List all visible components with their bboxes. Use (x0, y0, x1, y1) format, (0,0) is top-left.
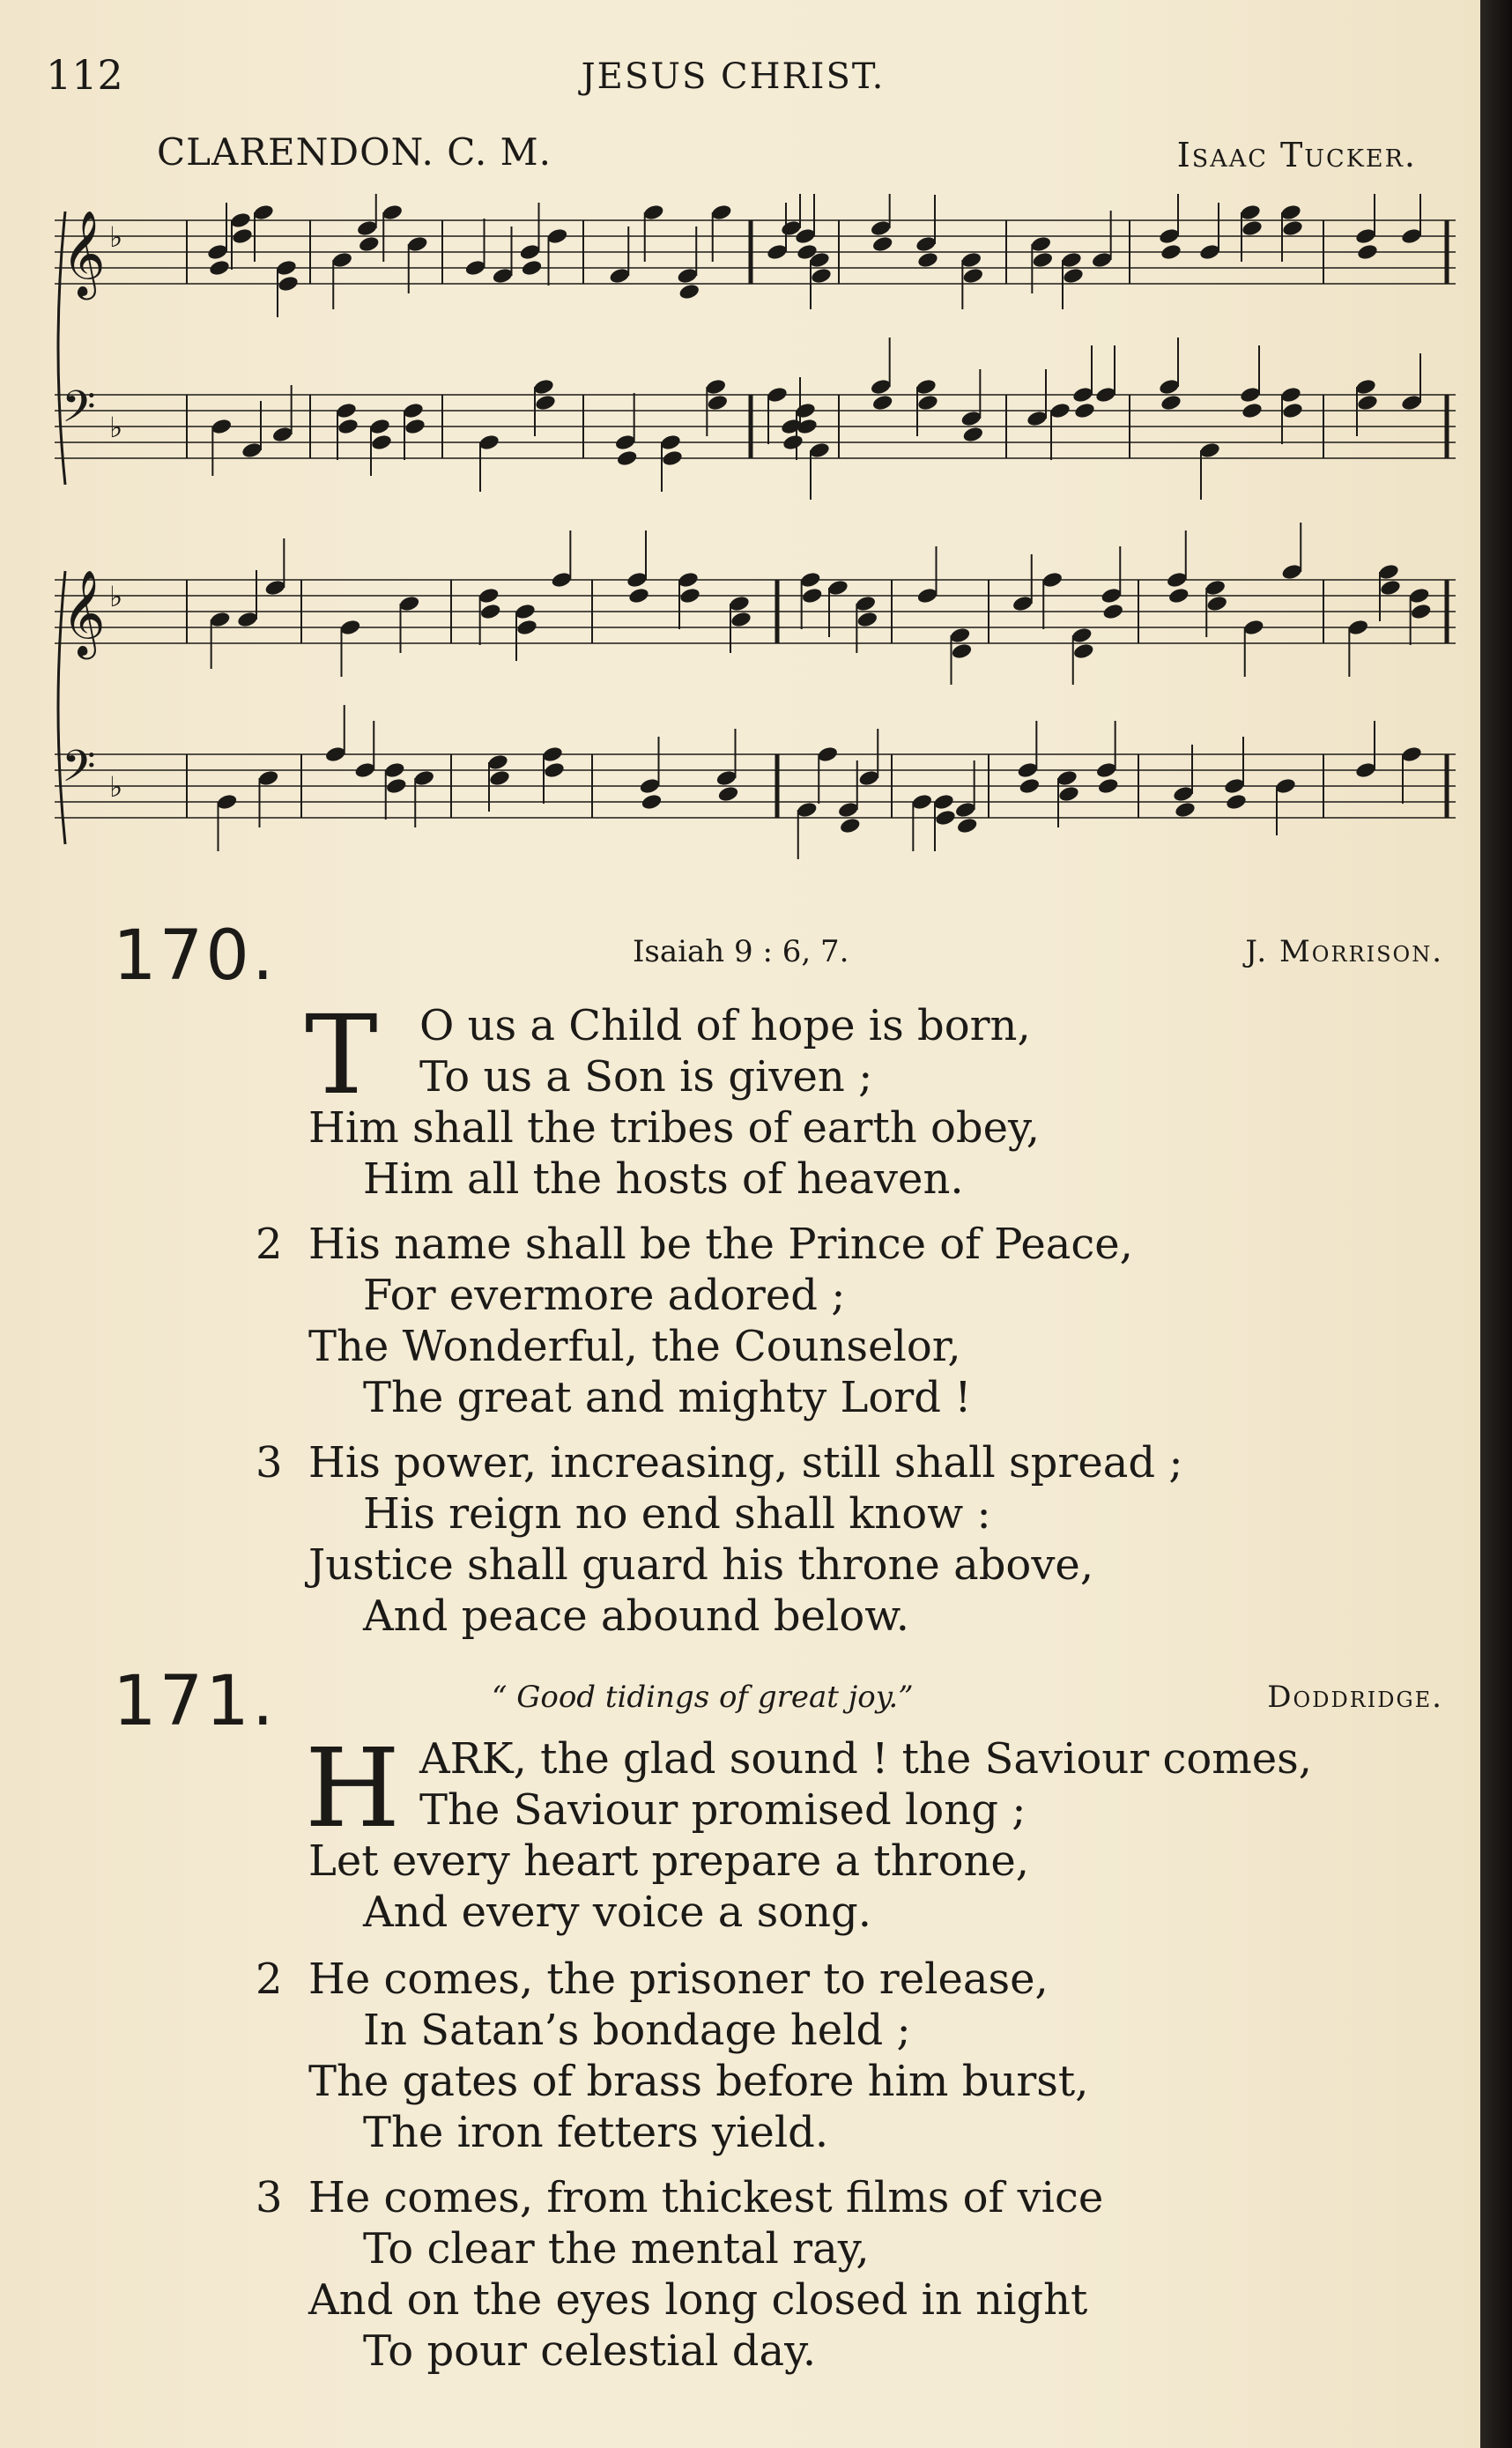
note-head (916, 394, 938, 412)
note-head (1012, 595, 1034, 613)
note-head (1091, 251, 1113, 270)
music-score (46, 194, 1464, 899)
note-head (515, 619, 537, 637)
verse-number: 2 (256, 1220, 283, 1269)
treble-clef-icon: 𝄞 (62, 569, 106, 656)
note-head (960, 410, 982, 428)
note-head (398, 595, 420, 613)
verse-line: To clear the mental ray, (363, 2224, 870, 2274)
page-number: 112 (46, 51, 123, 99)
note-head (934, 809, 956, 827)
verse-line: Him all the hosts of heaven. (363, 1154, 964, 1204)
note-head (627, 587, 649, 605)
note-head (324, 746, 346, 764)
note-head (796, 801, 818, 820)
note-head (837, 801, 859, 820)
note-head (609, 267, 631, 286)
hymn-heading (113, 916, 1443, 996)
note-head (1206, 595, 1228, 613)
note-head (521, 259, 543, 278)
note-head (1060, 251, 1082, 270)
note-head (639, 777, 661, 796)
note-head (1030, 235, 1052, 254)
note-head (915, 378, 937, 397)
note-head (1225, 793, 1247, 812)
note-head (1101, 587, 1123, 605)
note-head (1354, 378, 1376, 397)
note-head (766, 386, 788, 404)
verse-line: Let every heart prepare a throne, (308, 1836, 1030, 1886)
hymn-reference: “ Good tidings of great joy.” (492, 1680, 914, 1715)
note-head (532, 378, 554, 397)
note-head (1032, 251, 1054, 270)
note-head (1160, 243, 1182, 262)
note-head (1281, 219, 1303, 238)
verse-number: 3 (256, 1438, 283, 1487)
verse-line: His power, increasing, still shall spread ; (308, 1438, 1183, 1487)
verse-line: In Satan’s bondage held ; (363, 2006, 911, 2055)
note-head (1062, 267, 1084, 286)
note-head (1242, 619, 1264, 637)
verse-line: His name shall be the Prince of Peace, (308, 1220, 1133, 1269)
note-head (368, 418, 390, 436)
note-head (543, 761, 565, 780)
note-head (858, 769, 880, 788)
note-head (356, 219, 378, 238)
verse-line: And peace abound below. (363, 1591, 909, 1641)
note-head (626, 571, 648, 590)
note-head (1281, 563, 1303, 582)
note-head (1410, 603, 1432, 621)
note-head (406, 235, 428, 254)
note-head (801, 587, 823, 605)
note-head (1073, 402, 1095, 420)
drop-cap: T (305, 992, 378, 1119)
note-head (358, 235, 380, 254)
note-head (954, 801, 976, 820)
note-head (479, 603, 501, 621)
note-head (236, 611, 258, 629)
note-head (383, 761, 405, 780)
note-head (1019, 777, 1041, 796)
note-head (799, 571, 821, 590)
note-head (264, 579, 286, 597)
note-head (728, 595, 750, 613)
note-head (642, 204, 664, 222)
note-head (962, 267, 984, 286)
hymn-author: J. Morrison. (1245, 934, 1443, 969)
note-head (492, 267, 514, 286)
note-head (916, 587, 938, 605)
note-head (1356, 243, 1378, 262)
note-head (641, 793, 663, 812)
note-head (519, 243, 541, 262)
note-head (1097, 777, 1119, 796)
verse-number: 2 (256, 1955, 283, 2004)
tune-composer: Isaac Tucker. (1176, 136, 1417, 174)
note-head (478, 434, 500, 452)
note-head (252, 204, 274, 222)
note-head (1026, 410, 1048, 428)
note-head (1379, 579, 1401, 597)
verse-line: Him shall the tribes of earth obey, (308, 1103, 1040, 1153)
note-head (1239, 204, 1261, 222)
note-head (1198, 243, 1220, 262)
note-head (488, 769, 510, 788)
flat-sign-icon: ♭ (109, 770, 123, 804)
note-head (211, 418, 233, 436)
note-head (1017, 761, 1039, 780)
page-edge (1480, 0, 1512, 2448)
note-head (826, 579, 849, 597)
note-head (1377, 563, 1399, 582)
note-head (871, 235, 893, 254)
note-head (1071, 386, 1093, 404)
note-head (911, 793, 933, 812)
note-head (206, 243, 228, 262)
note-head (1172, 785, 1194, 804)
note-head (678, 587, 700, 605)
note-head (956, 817, 978, 835)
note-head (870, 378, 892, 397)
note-head (534, 394, 556, 412)
note-head (677, 267, 699, 286)
note-head (707, 394, 729, 412)
note-head (794, 402, 816, 420)
running-head: JESUS CHRIST. (581, 56, 886, 97)
note-head (1241, 219, 1263, 238)
note-head (546, 227, 568, 246)
note-head (1400, 227, 1422, 246)
note-head (1223, 777, 1245, 796)
verse-line: And on the eyes long closed in night (308, 2275, 1088, 2325)
note-head (730, 611, 752, 629)
note-head (782, 434, 804, 452)
note-head (1198, 441, 1220, 460)
note-head (614, 434, 636, 452)
note-head (551, 571, 573, 590)
note-head (241, 441, 263, 460)
note-head (1041, 571, 1064, 590)
note-head (766, 243, 788, 262)
note-head (337, 418, 359, 436)
note-head (871, 394, 893, 412)
verse-line: And every voice a song. (363, 1888, 872, 1937)
verse-line: He comes, the prisoner to release, (308, 1955, 1049, 2004)
verse-line: The gates of brass before him burst, (308, 2057, 1089, 2106)
note-head (1279, 386, 1301, 404)
verse-line: His reign no end shall know : (363, 1489, 991, 1539)
treble-clef-icon: 𝄞 (62, 210, 106, 296)
hymn-number: 171. (113, 1662, 277, 1741)
bass-clef-icon: 𝄢 (62, 382, 96, 443)
flat-sign-icon: ♭ (109, 580, 123, 613)
note-head (916, 251, 938, 270)
note-head (486, 753, 508, 772)
note-head (541, 746, 563, 764)
verse-number: 3 (256, 2173, 283, 2222)
note-head (277, 275, 299, 293)
verse-line: The iron fetters yield. (363, 2108, 829, 2157)
note-head (1166, 571, 1188, 590)
note-head (514, 603, 536, 621)
note-head (370, 434, 392, 452)
verse-line: For evermore adored ; (363, 1271, 846, 1320)
note-head (271, 426, 293, 444)
flat-sign-icon: ♭ (109, 411, 123, 444)
note-head (335, 402, 357, 420)
hymn-number: 170. (113, 916, 277, 996)
verse-line: Justice shall guard his throne above, (308, 1540, 1094, 1590)
note-head (385, 777, 407, 796)
note-head (1071, 627, 1093, 645)
hymn-heading (113, 1662, 1443, 1741)
tune-heading (157, 130, 1417, 183)
tune-name: CLARENDON. C. M. (157, 130, 552, 174)
note-head (1354, 227, 1376, 246)
note-head (1204, 579, 1227, 597)
note-head (339, 619, 361, 637)
note-head (413, 769, 435, 788)
note-head (717, 785, 739, 804)
note-head (616, 449, 638, 468)
note-head (1167, 587, 1190, 605)
verse-line: O us a Child of hope is born, (419, 1001, 1031, 1050)
note-head (661, 449, 683, 468)
music-score-graphic (46, 194, 1464, 899)
note-head (1239, 386, 1261, 404)
flat-sign-icon: ♭ (109, 220, 123, 254)
note-head (1158, 227, 1180, 246)
note-head (1281, 402, 1303, 420)
note-head (216, 793, 238, 812)
note-head (659, 434, 681, 452)
note-head (275, 259, 297, 278)
note-head (231, 227, 253, 246)
note-head (1400, 746, 1422, 764)
note-head (1057, 785, 1079, 804)
note-head (1072, 642, 1094, 661)
hymn-reference: Isaiah 9 : 6, 7. (633, 934, 849, 969)
note-head (1356, 394, 1378, 412)
note-head (1049, 402, 1071, 420)
note-head (870, 219, 892, 238)
verse-line: ARK, the glad sound ! the Saviour comes, (419, 1734, 1313, 1784)
note-head (229, 211, 251, 230)
note-head (1347, 619, 1369, 637)
note-head (1279, 204, 1301, 222)
note-head (478, 587, 500, 605)
verse-line: The Saviour promised long ; (419, 1785, 1027, 1835)
note-head (354, 761, 376, 780)
note-head (209, 611, 231, 629)
note-head (960, 251, 982, 270)
note-head (1174, 801, 1196, 820)
note-head (962, 426, 984, 444)
note-head (677, 571, 699, 590)
note-head (710, 204, 732, 222)
note-head (1160, 394, 1182, 412)
note-head (705, 378, 727, 397)
note-head (855, 595, 877, 613)
hymn-author: Doddridge. (1267, 1680, 1443, 1715)
note-head (1408, 587, 1430, 605)
drop-cap: H (305, 1725, 401, 1852)
note-head (915, 235, 937, 254)
verse-line: To pour celestial day. (363, 2326, 817, 2376)
note-head (382, 204, 404, 222)
note-head (331, 251, 353, 270)
bass-clef-icon: 𝄢 (62, 741, 96, 803)
note-head (402, 402, 424, 420)
note-head (257, 769, 279, 788)
verse-line: The Wonderful, the Counselor, (308, 1322, 961, 1371)
note-head (810, 267, 832, 286)
note-head (817, 746, 839, 764)
note-head (208, 259, 230, 278)
note-head (1274, 777, 1296, 796)
note-head (1354, 761, 1376, 780)
note-head (1102, 603, 1124, 621)
note-head (1241, 402, 1263, 420)
note-head (1094, 386, 1116, 404)
note-head (1095, 761, 1117, 780)
note-head (1056, 769, 1078, 788)
note-head (839, 817, 861, 835)
note-head (951, 642, 973, 661)
note-head (949, 627, 971, 645)
note-head (808, 441, 830, 460)
note-head (1400, 394, 1422, 412)
verse-line: He comes, from thickest films of vice (308, 2173, 1104, 2222)
page-header (46, 51, 1420, 104)
note-head (678, 283, 700, 301)
verse-line: The great and mighty Lord ! (363, 1373, 972, 1422)
note-head (404, 418, 426, 436)
verse-line: To us a Son is given ; (419, 1052, 873, 1102)
note-head (932, 793, 954, 812)
note-head (856, 611, 878, 629)
note-head (1158, 378, 1180, 397)
note-head (464, 259, 486, 278)
note-head (715, 769, 737, 788)
